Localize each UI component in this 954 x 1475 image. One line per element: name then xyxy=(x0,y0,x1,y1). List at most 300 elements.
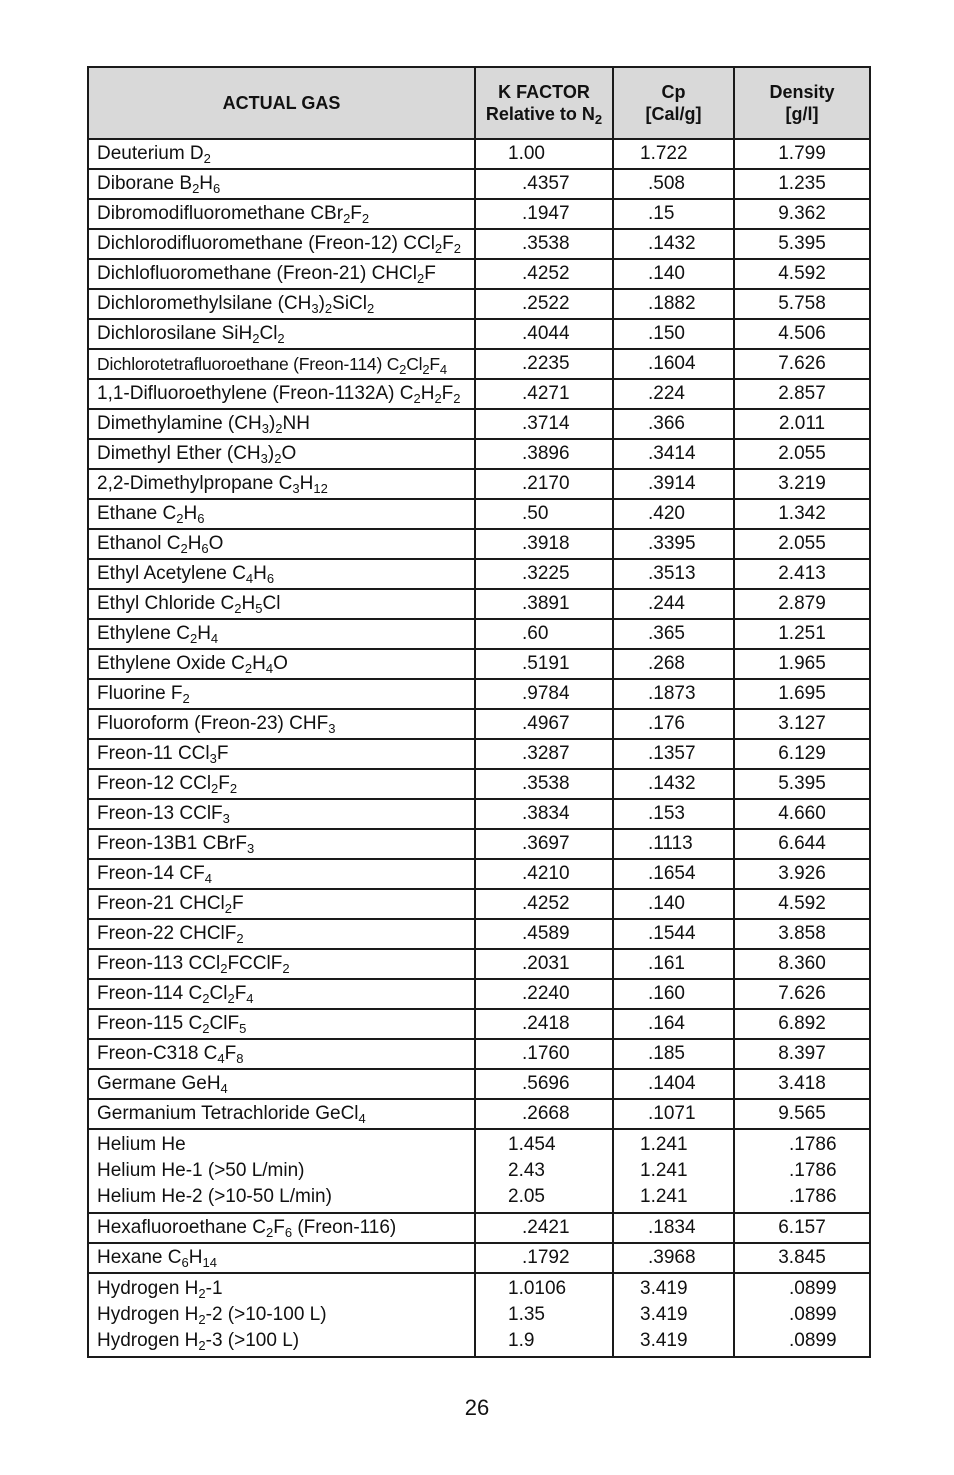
k-factor-value: 1.35 xyxy=(508,1304,545,1325)
k-factor-value: .9784 xyxy=(522,683,570,704)
formula-subscript: 2 xyxy=(203,151,211,166)
k-factor-value: .3891 xyxy=(522,593,570,614)
density-value: .0899 xyxy=(789,1278,837,1299)
gas-name-text: Germanium Tetrachloride GeCl xyxy=(97,1103,359,1124)
cp-cell xyxy=(613,1129,734,1213)
density-value: 6.157 xyxy=(778,1217,826,1238)
density-value: 1.235 xyxy=(778,173,826,194)
header-density xyxy=(734,67,870,139)
density-cell xyxy=(734,229,870,259)
gas-name-text: Hexafluoroethane C xyxy=(97,1217,266,1238)
table-row xyxy=(88,649,870,679)
table-row xyxy=(88,949,870,979)
gas-name-text: Freon-21 CHCl xyxy=(97,893,225,914)
gas-name-text: Ethanol C xyxy=(97,533,181,554)
density-value: 3.858 xyxy=(778,923,826,944)
formula-subscript: 2 xyxy=(416,271,425,286)
cp-cell xyxy=(613,409,734,439)
gas-name-cell xyxy=(88,529,475,559)
density-value: 6.644 xyxy=(778,833,826,854)
gas-name-text: F xyxy=(224,1043,237,1064)
gas-name-cell xyxy=(88,1243,475,1273)
gas-name-text: -3 (>100 L) xyxy=(205,1330,300,1351)
density-value: 9.565 xyxy=(778,1103,826,1124)
gas-name-text: H xyxy=(252,653,266,674)
cp-value: .164 xyxy=(648,1013,685,1034)
cp-cell xyxy=(613,769,734,799)
cp-cell xyxy=(613,199,734,229)
cp-cell xyxy=(613,229,734,259)
gas-name-cell xyxy=(88,139,475,169)
gas-name-text: F xyxy=(232,893,244,914)
density-cell xyxy=(734,319,870,349)
k-factor-cell xyxy=(475,1243,613,1273)
cp-cell xyxy=(613,559,734,589)
table-row xyxy=(88,589,870,619)
density-cell xyxy=(734,529,870,559)
density-value: .1786 xyxy=(789,1186,837,1207)
gas-name-cell xyxy=(88,499,475,529)
k-factor-cell xyxy=(475,1213,613,1243)
formula-subscript: 2 xyxy=(274,451,282,466)
k-factor-cell xyxy=(475,709,613,739)
density-cell xyxy=(734,769,870,799)
formula-subscript: 2 xyxy=(198,1338,206,1353)
gas-name-text: Cl xyxy=(262,593,281,614)
formula-subscript: 2 xyxy=(198,1286,206,1301)
cp-cell xyxy=(613,889,734,919)
gas-name-line xyxy=(97,1184,474,1210)
formula-subscript: 2 xyxy=(399,362,407,377)
gas-name-text: F xyxy=(424,263,436,284)
cp-value: .140 xyxy=(648,893,685,914)
density-value: 5.395 xyxy=(778,773,826,794)
table-row xyxy=(88,1213,870,1243)
gas-name-cell xyxy=(88,709,475,739)
density-cell xyxy=(734,709,870,739)
density-value: .0899 xyxy=(789,1304,837,1325)
table-row xyxy=(88,1273,870,1357)
formula-subscript: 8 xyxy=(236,1051,244,1066)
cp-value: .1873 xyxy=(648,683,696,704)
gas-name-text: Freon-13 CClF xyxy=(97,803,223,824)
formula-subscript: 2 xyxy=(453,241,461,256)
k-factor-value: .3918 xyxy=(522,533,570,554)
cp-value: .365 xyxy=(648,623,685,644)
k-factor-cell xyxy=(475,829,613,859)
formula-subscript: 2 xyxy=(224,901,232,916)
gas-name-cell xyxy=(88,949,475,979)
gas-name-text: Dimethylamine (CH xyxy=(97,413,262,434)
density-value: 1.965 xyxy=(778,653,826,674)
gas-name-text: ) xyxy=(267,443,275,464)
table-row xyxy=(88,409,870,439)
gas-name-text: H xyxy=(420,383,435,404)
k-factor-value: .2031 xyxy=(522,953,570,974)
cp-value: 1.241 xyxy=(640,1160,688,1181)
cp-value: .268 xyxy=(648,653,685,674)
density-value: .1786 xyxy=(789,1134,837,1155)
gas-name-line xyxy=(97,1328,474,1354)
formula-subscript: 2 xyxy=(282,961,290,976)
gas-name-text: (Freon-116) xyxy=(292,1217,397,1238)
gas-name-cell xyxy=(88,1099,475,1129)
density-value: 3.219 xyxy=(778,473,826,494)
table-row xyxy=(88,619,870,649)
cp-cell xyxy=(613,619,734,649)
table-row xyxy=(88,679,870,709)
gas-name-text: Helium He-1 (>50 L/min) xyxy=(97,1160,305,1181)
table-header xyxy=(88,67,870,139)
header-cp xyxy=(613,67,734,139)
cp-value: 3.419 xyxy=(640,1278,688,1299)
gas-name-cell xyxy=(88,199,475,229)
density-cell xyxy=(734,589,870,619)
gas-name-text: Freon-12 CCl xyxy=(97,773,212,794)
gas-name-cell xyxy=(88,1273,475,1357)
k-factor-cell xyxy=(475,499,613,529)
density-value: 5.395 xyxy=(778,233,826,254)
k-factor-value: .3538 xyxy=(522,233,570,254)
formula-subscript: 2 xyxy=(361,211,370,226)
formula-subscript: 2 xyxy=(234,601,242,616)
k-factor-cell xyxy=(475,1099,613,1129)
density-value: 8.397 xyxy=(778,1043,826,1064)
gas-name-text: Helium He xyxy=(97,1134,186,1155)
k-factor-value: 1.9 xyxy=(508,1330,535,1351)
page-number: 26 xyxy=(464,1395,490,1420)
formula-subscript: 2 xyxy=(189,631,198,646)
k-factor-value: 1.454 xyxy=(508,1134,556,1155)
density-cell xyxy=(734,1039,870,1069)
gas-name-text: Freon-114 C xyxy=(97,983,203,1004)
density-value: 2.857 xyxy=(778,383,826,404)
k-factor-value: .5191 xyxy=(522,653,570,674)
k-factor-cell xyxy=(475,739,613,769)
gas-name-text: Fluoroform (Freon-23) CHF xyxy=(97,713,329,734)
density-cell xyxy=(734,349,870,379)
table-row xyxy=(88,1129,870,1213)
table-row xyxy=(88,439,870,469)
density-cell xyxy=(734,979,870,1009)
density-cell xyxy=(734,199,870,229)
k-factor-cell xyxy=(475,859,613,889)
formula-subscript: 2 xyxy=(275,421,283,436)
formula-subscript: 6 xyxy=(197,511,205,526)
k-factor-cell xyxy=(475,1039,613,1069)
formula-subscript: 2 xyxy=(434,391,442,406)
gas-name-text: ) xyxy=(318,293,325,314)
cp-value: .1404 xyxy=(648,1073,696,1094)
density-value: 7.626 xyxy=(778,983,826,1004)
gas-name-cell xyxy=(88,289,475,319)
k-factor-cell xyxy=(475,769,613,799)
k-factor-cell xyxy=(475,589,613,619)
gas-name-cell xyxy=(88,919,475,949)
header-density-unit: [g/l] xyxy=(785,104,819,124)
table-row xyxy=(88,229,870,259)
gas-name-text: Diborane B xyxy=(97,173,193,194)
gas-name-text: Deuterium D xyxy=(97,143,204,164)
gas-name-text: Cl xyxy=(406,354,423,374)
table-row xyxy=(88,139,870,169)
density-cell xyxy=(734,559,870,589)
density-value: 3.926 xyxy=(778,863,826,884)
gas-name-text: FCClF xyxy=(227,953,283,974)
gas-name-cell xyxy=(88,619,475,649)
gas-name-cell xyxy=(88,409,475,439)
cp-cell xyxy=(613,139,734,169)
gas-name-text: Dimethyl Ether (CH xyxy=(97,443,261,464)
cp-cell xyxy=(613,799,734,829)
header-cp-label: Cp xyxy=(661,82,686,102)
density-cell xyxy=(734,1243,870,1273)
gas-name-text: Germane GeH xyxy=(97,1073,221,1094)
formula-subscript: 4 xyxy=(358,1111,366,1126)
k-factor-value: .1947 xyxy=(522,203,570,224)
k-factor-value: .4271 xyxy=(522,383,570,404)
k-factor-value: .3834 xyxy=(522,803,570,824)
cp-value: 3.419 xyxy=(640,1330,688,1351)
cp-cell xyxy=(613,289,734,319)
density-cell xyxy=(734,1213,870,1243)
density-value: 3.418 xyxy=(778,1073,826,1094)
gas-name-line xyxy=(97,1276,474,1302)
density-value: 7.626 xyxy=(778,353,826,374)
gas-name-text: Freon-22 CHClF xyxy=(97,923,237,944)
formula-subscript: 3 xyxy=(246,841,255,856)
gas-name-text: ) xyxy=(268,413,276,434)
formula-subscript: 2 xyxy=(244,661,253,676)
formula-subscript: 6 xyxy=(201,541,209,556)
density-cell xyxy=(734,679,870,709)
gas-properties-table xyxy=(87,66,871,1358)
cp-cell xyxy=(613,1243,734,1273)
cp-cell xyxy=(613,1009,734,1039)
gas-name-cell xyxy=(88,1213,475,1243)
gas-name-text: F xyxy=(216,743,229,764)
k-factor-value: .2522 xyxy=(522,293,570,314)
gas-name-text: F xyxy=(429,354,440,374)
gas-name-text: F xyxy=(350,203,362,224)
table-row xyxy=(88,289,870,319)
formula-subscript: 3 xyxy=(261,421,269,436)
k-factor-value: .60 xyxy=(522,623,549,644)
table-row xyxy=(88,709,870,739)
cp-value: 1.241 xyxy=(640,1134,688,1155)
gas-name-text: Freon-115 C xyxy=(97,1013,203,1034)
cp-value: .140 xyxy=(648,263,685,284)
k-factor-value: .2235 xyxy=(522,353,570,374)
density-cell xyxy=(734,949,870,979)
density-cell xyxy=(734,139,870,169)
formula-subscript: 6 xyxy=(181,1255,189,1270)
table-row xyxy=(88,799,870,829)
gas-name-text: H xyxy=(199,173,214,194)
k-factor-value: .2240 xyxy=(522,983,570,1004)
gas-name-text: Ethyl Chloride C xyxy=(97,593,235,614)
cp-cell xyxy=(613,1273,734,1357)
density-value: 2.413 xyxy=(778,563,826,584)
gas-name-line xyxy=(97,1132,474,1158)
k-factor-cell xyxy=(475,529,613,559)
formula-subscript: 2 xyxy=(176,511,184,526)
k-factor-cell xyxy=(475,349,613,379)
cp-cell xyxy=(613,1039,734,1069)
density-cell xyxy=(734,649,870,679)
formula-subscript: 3 xyxy=(311,301,319,316)
gas-name-cell xyxy=(88,1069,475,1099)
gas-name-cell xyxy=(88,259,475,289)
gas-name-text: Hexane C xyxy=(97,1247,182,1268)
formula-subscript: 3 xyxy=(222,811,230,826)
gas-name-text: Dichlorosilane SiH xyxy=(97,323,253,344)
gas-name-text: O xyxy=(281,443,297,464)
gas-name-cell xyxy=(88,379,475,409)
cp-cell xyxy=(613,469,734,499)
gas-name-text: Ethyl Acetylene C xyxy=(97,563,246,584)
gas-name-text: Freon-14 CF xyxy=(97,863,205,884)
k-factor-value: .1760 xyxy=(522,1043,570,1064)
header-k-factor-sublabel: Relative to $N_2$ xyxy=(485,104,603,127)
formula-subscript: 2 xyxy=(182,691,190,706)
formula-subscript: 4 xyxy=(217,1051,225,1066)
density-cell xyxy=(734,1009,870,1039)
k-factor-cell xyxy=(475,409,613,439)
density-value: 8.360 xyxy=(778,953,826,974)
k-factor-cell xyxy=(475,439,613,469)
formula-subscript: 2 xyxy=(236,931,244,946)
formula-subscript: 2 xyxy=(220,961,228,976)
k-factor-cell xyxy=(475,379,613,409)
cp-value: .160 xyxy=(648,983,685,1004)
cp-value: .185 xyxy=(648,1043,685,1064)
formula-subscript: 2 xyxy=(202,991,210,1006)
gas-name-cell xyxy=(88,589,475,619)
k-factor-value: .5696 xyxy=(522,1073,570,1094)
gas-name-text: H xyxy=(183,503,198,524)
k-factor-value: .1792 xyxy=(522,1247,570,1268)
formula-subscript: 2 xyxy=(227,991,235,1006)
formula-subscript: 5 xyxy=(239,1021,247,1036)
k-factor-cell xyxy=(475,319,613,349)
gas-name-text: Dichloromethylsilane (CH xyxy=(97,293,312,314)
cp-cell xyxy=(613,319,734,349)
k-factor-value: .50 xyxy=(522,503,549,524)
density-value: 3.845 xyxy=(778,1247,826,1268)
cp-value: .3914 xyxy=(648,473,696,494)
k-factor-value: 1.00 xyxy=(508,143,545,164)
cp-value: .1071 xyxy=(648,1103,696,1124)
gas-name-line xyxy=(97,1302,474,1328)
gas-name-text: Cl xyxy=(209,983,228,1004)
density-value: 6.892 xyxy=(778,1013,826,1034)
formula-subscript: 3 xyxy=(260,451,268,466)
formula-subscript: 2 xyxy=(366,301,375,316)
gas-name-line xyxy=(97,1158,474,1184)
cp-cell xyxy=(613,1099,734,1129)
cp-cell xyxy=(613,679,734,709)
formula-subscript: 2 xyxy=(252,331,260,346)
k-factor-cell xyxy=(475,1069,613,1099)
density-value: 4.660 xyxy=(778,803,826,824)
density-cell xyxy=(734,889,870,919)
cp-value: .1654 xyxy=(648,863,696,884)
table-row xyxy=(88,1009,870,1039)
formula-subscript: 4 xyxy=(204,871,212,886)
formula-subscript: 2 xyxy=(413,391,421,406)
density-cell xyxy=(734,1099,870,1129)
k-factor-cell xyxy=(475,979,613,1009)
k-factor-cell xyxy=(475,229,613,259)
cp-cell xyxy=(613,589,734,619)
gas-name-text: F xyxy=(218,773,230,794)
formula-subscript: 2 xyxy=(202,1021,210,1036)
gas-name-cell xyxy=(88,769,475,799)
density-cell xyxy=(734,1069,870,1099)
gas-name-text: H xyxy=(188,1247,203,1268)
gas-name-text: H xyxy=(299,473,314,494)
formula-subscript: 4 xyxy=(245,571,254,586)
cp-value: .176 xyxy=(648,713,685,734)
gas-name-cell xyxy=(88,829,475,859)
formula-subscript: 2 xyxy=(453,391,461,406)
k-factor-cell xyxy=(475,889,613,919)
gas-name-text: H xyxy=(197,623,211,644)
gas-name-text: Dibromodifluoromethane CBr xyxy=(97,203,344,224)
gas-name-cell xyxy=(88,469,475,499)
k-factor-cell xyxy=(475,199,613,229)
k-factor-cell xyxy=(475,619,613,649)
k-factor-cell xyxy=(475,1273,613,1357)
gas-name-text: Ethane C xyxy=(97,503,177,524)
gas-name-text: Dichlofluoromethane (Freon-21) CHCl xyxy=(97,263,417,284)
gas-name-text: Dichlorodifluoromethane (Freon-12) CCl xyxy=(97,233,435,254)
k-factor-cell xyxy=(475,559,613,589)
table-row xyxy=(88,1099,870,1129)
table-row xyxy=(88,259,870,289)
density-cell xyxy=(734,1273,870,1357)
table-row xyxy=(88,559,870,589)
density-value: 4.506 xyxy=(778,323,826,344)
cp-cell xyxy=(613,439,734,469)
table-row xyxy=(88,169,870,199)
density-value: 1.342 xyxy=(778,503,826,524)
formula-subscript: 6 xyxy=(284,1225,293,1240)
table-row xyxy=(88,1039,870,1069)
cp-value: 1.722 xyxy=(640,143,688,164)
density-cell xyxy=(734,439,870,469)
gas-name-text: F xyxy=(441,383,454,404)
density-cell xyxy=(734,859,870,889)
header-actual-gas xyxy=(88,67,475,139)
density-cell xyxy=(734,289,870,319)
cp-value: .1357 xyxy=(648,743,696,764)
k-factor-value: .2668 xyxy=(522,1103,570,1124)
gas-name-text: H xyxy=(253,563,267,584)
density-cell xyxy=(734,259,870,289)
cp-value: .150 xyxy=(648,323,685,344)
header-actual-gas-label: ACTUAL GAS xyxy=(222,93,341,113)
k-factor-cell xyxy=(475,289,613,319)
density-value: 9.362 xyxy=(778,203,826,224)
gas-name-text: Freon-C318 C xyxy=(97,1043,218,1064)
gas-name-cell xyxy=(88,679,475,709)
gas-name-cell xyxy=(88,889,475,919)
density-value: 1.799 xyxy=(778,143,826,164)
gas-name-text: NH xyxy=(282,413,310,434)
k-factor-cell xyxy=(475,1129,613,1213)
